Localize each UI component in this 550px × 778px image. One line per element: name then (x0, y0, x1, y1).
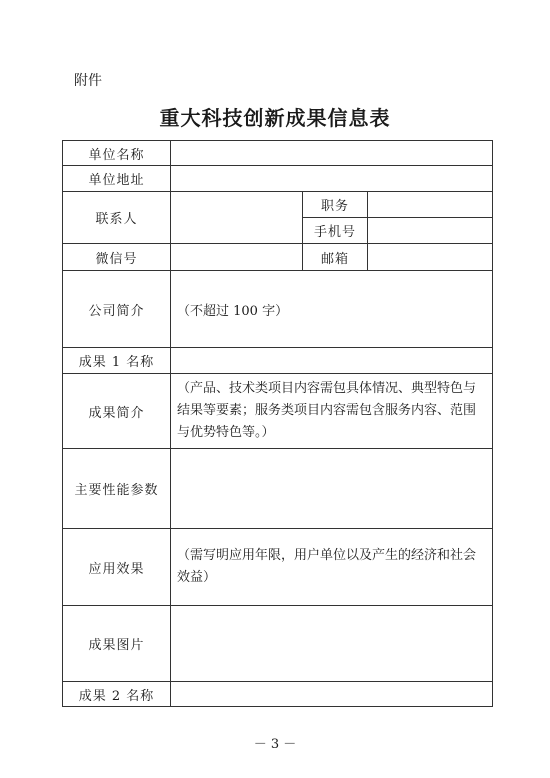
label-result1-name: 成果 1 名称 (63, 348, 171, 374)
field-mobile[interactable] (368, 218, 493, 244)
field-result1-name[interactable] (171, 348, 493, 374)
field-position[interactable] (368, 192, 493, 218)
label-wechat: 微信号 (63, 244, 171, 271)
label-result-intro: 成果简介 (63, 374, 171, 449)
label-mobile: 手机号 (303, 218, 368, 244)
field-email[interactable] (368, 244, 493, 271)
label-email: 邮箱 (303, 244, 368, 271)
label-result-images: 成果图片 (63, 606, 171, 682)
page-title: 重大科技创新成果信息表 (159, 106, 391, 130)
info-form-table (62, 140, 493, 707)
field-unit-address[interactable] (171, 166, 493, 192)
label-unit-address: 单位地址 (63, 166, 171, 192)
label-result2-name: 成果 2 名称 (63, 682, 171, 707)
label-main-params: 主要性能参数 (63, 449, 171, 529)
field-wechat[interactable] (171, 244, 303, 271)
field-result2-name[interactable] (171, 682, 493, 707)
label-position: 职务 (303, 192, 368, 218)
field-main-params[interactable] (171, 449, 493, 529)
field-result-intro[interactable]: （产品、技术类项目内容需包具体情况、典型特色与结果等要素；服务类项目内容需包含服务内容、范围与优势特色等。） (171, 374, 493, 449)
label-application-effect: 应用效果 (63, 529, 171, 606)
field-unit-name[interactable] (171, 141, 493, 166)
label-company-intro: 公司简介 (63, 271, 171, 348)
attachment-label: 附件 (74, 73, 102, 89)
field-contact[interactable] (171, 192, 303, 244)
field-company-intro[interactable]: （不超过 100 字） (171, 271, 493, 348)
label-unit-name: 单位名称 (63, 141, 171, 166)
field-application-effect[interactable]: （需写明应用年限，用户单位以及产生的经济和社会效益） (171, 529, 493, 606)
field-result-images[interactable] (171, 606, 493, 682)
page-number: － 3 － (253, 737, 297, 752)
label-contact: 联系人 (63, 192, 171, 244)
